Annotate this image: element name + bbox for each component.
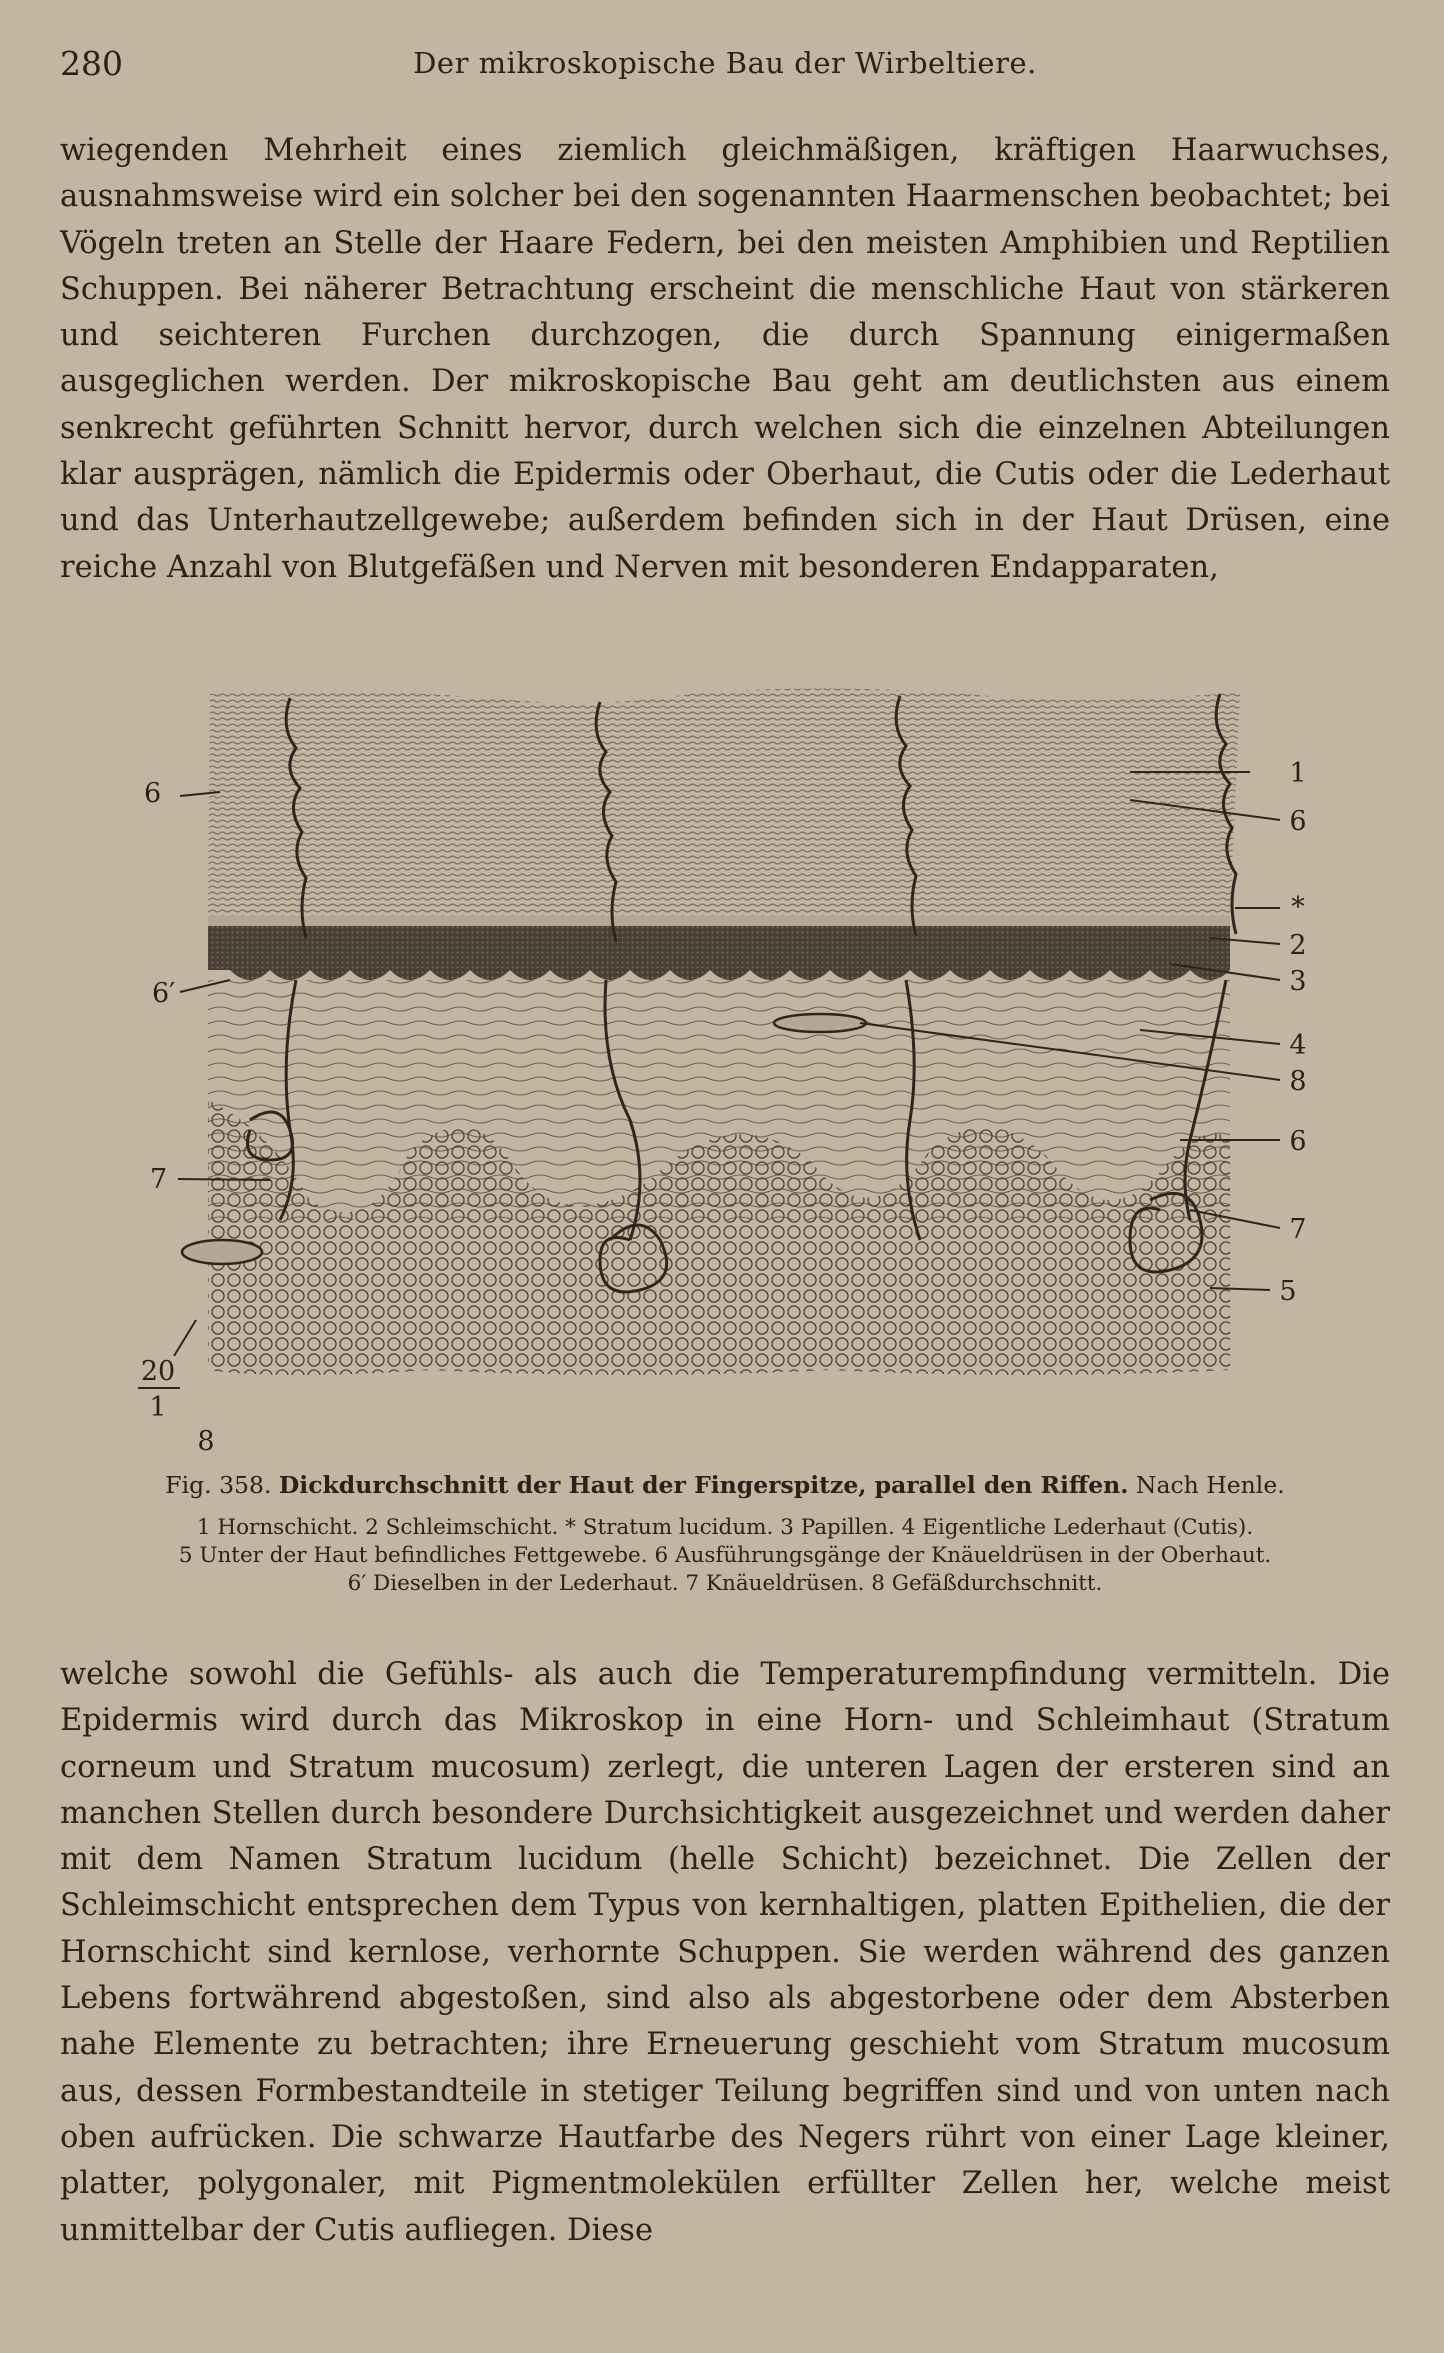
legend-line: 5 Unter der Haut befindliches Fettgewebe. 6 Ausführungsgänge der Knäueldrüsen in der Oberhaut. [178,1543,1272,1568]
running-title: Der mikroskopische Bau der Wirbeltiere. [413,46,1037,80]
figure-label-6: 6 [1289,806,1307,837]
caption-prefix: Fig. 358. [165,1471,272,1499]
paragraph-bottom [60,1652,1390,2254]
scale-numerator: 20 [140,1356,176,1387]
mucous-layer [208,926,1230,980]
scale-denominator: 1 [149,1392,167,1423]
skin-section-illustration [130,680,1330,1460]
figure-label-5: 5 [1279,1276,1297,1307]
figure-label-2: 2 [1289,930,1307,961]
figure-label-7-left: 7 [150,1164,168,1195]
caption-source: Nach Henle. [1135,1471,1285,1499]
paragraph-top [60,128,1390,591]
stratum-lucidum [208,916,1230,926]
figure-label-3: 3 [1289,966,1307,997]
page-header [60,44,1390,84]
legend-line: 1 Hornschicht. 2 Schleimschicht. * Stratum lucidum. 3 Papillen. 4 Eigentliche Lederhaut (Cutis). [196,1515,1254,1540]
figure-label-8-bottom: 8 [197,1426,215,1457]
figure-label-1: 1 [1289,758,1307,789]
caption-title-line [70,1470,1380,1500]
figure-label-6-left: 6 [144,778,162,809]
paragraph-top-text: wiegenden Mehrheit eines ziemlich gleichmäßigen, kräftigen Haarwuchses, ausnahmsweise wird ein solcher bei den sogenannten Haarmenschen beobachtet; bei Vögeln treten an Stelle der Haare Federn, bei den meisten Amphibien und Reptilien Schuppen. Bei näherer Betrachtung erscheint die menschliche Haut von stärkeren und seichteren Furchen durchzogen, die durch Spannung einigermaßen ausgeglichen werden. Der mikroskopische Bau geht am deutlichsten aus einem senkrecht geführten Schnitt hervor, durch welchen sich die einzelnen Abteilungen klar ausprägen, nämlich die Epidermis oder Oberhaut, die Cutis oder die Lederhaut und das Unterhautzellgewebe; außerdem befinden sich in der Haut Drüsen, eine reiche Anzahl von Blutgefäßen und Nerven mit besonderen Endapparaten, [60,133,1390,585]
vessel-section [774,1014,866,1032]
legend-line: 6′ Dieselben in der Lederhaut. 7 Knäueldrüsen. 8 Gefäßdurchschnitt. [347,1571,1103,1596]
figure-label-4: 4 [1289,1030,1307,1061]
skin-cross-section-figure [130,680,1330,1460]
figure-label-8: 8 [1289,1066,1307,1097]
figure-legend [70,1514,1380,1598]
page-number: 280 [60,44,123,83]
figure-label-7: 7 [1289,1214,1307,1245]
paragraph-bottom-text: welche sowohl die Gefühls- als auch die Temperaturempfindung vermitteln. Die Epidermis wird durch das Mikroskop in eine Horn- und Schleimhaut (Stratum corneum und Stratum mucosum) zerlegt, die unteren Lagen der ersteren sind an manchen Stellen durch besondere Durchsichtigkeit ausgezeichnet und werden daher mit dem Namen Stratum lucidum (helle Schicht) bezeichnet. Die Zellen der Schleimschicht entsprechen dem Typus von kernhaltigen, platten Epithelien, die der Hornschicht sind kernlose, verhornte Schuppen. Sie werden während des ganzen Lebens fortwährend abgestoßen, sind also als abgestorbene oder dem Absterben nahe Elemente zu betrachten; ihre Erneuerung geschieht vom Stratum mucosum aus, dessen Formbestandteile in stetiger Teilung begriffen sind und von unten nach oben aufrücken. Die schwarze Hautfarbe des Negers rührt von einer Lage kleiner, platter, polygonaler, mit Pigmentmolekülen erfüllter Zellen her, welche meist unmittelbar der Cutis aufliegen. Diese [60,1657,1390,2248]
caption-title: Dickdurchschnitt der Haut der Fingerspitze, parallel den Riffen. [278,1471,1129,1499]
figure-caption [70,1470,1380,1598]
figure-label-6-prime: 6′ [152,978,176,1009]
figure-label-6b: 6 [1289,1126,1307,1157]
figure-label-star: * [1291,892,1305,923]
